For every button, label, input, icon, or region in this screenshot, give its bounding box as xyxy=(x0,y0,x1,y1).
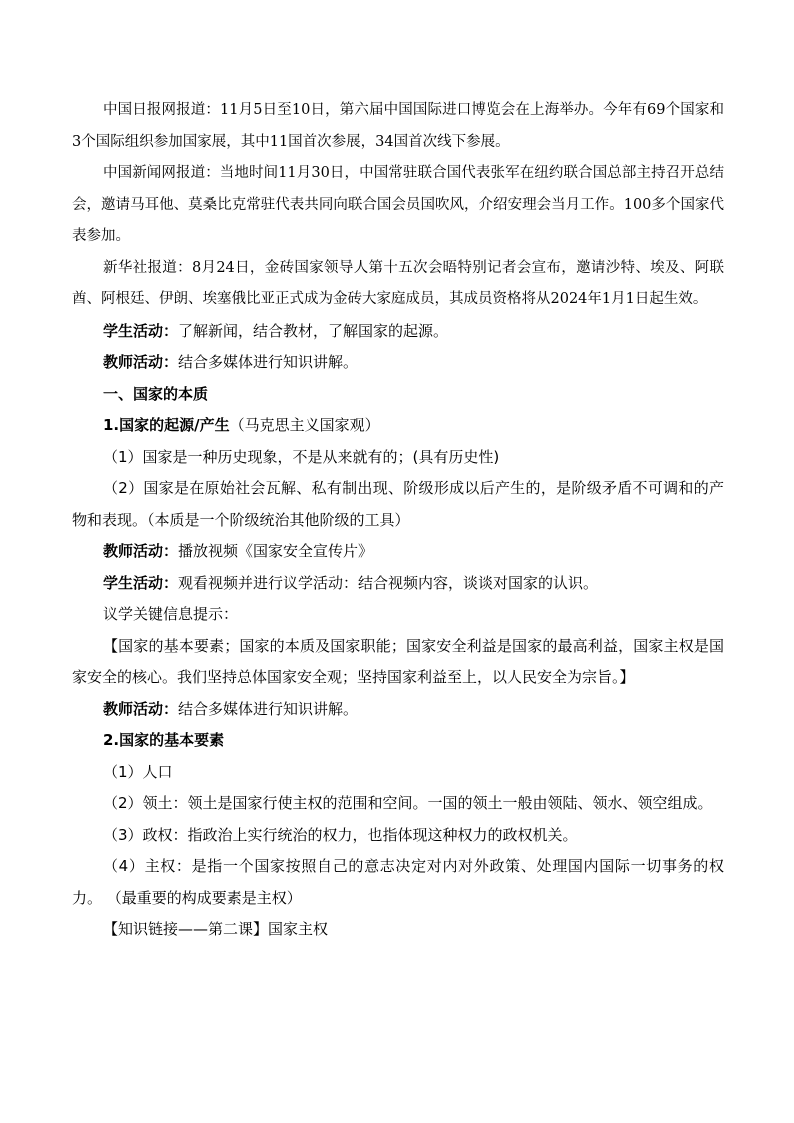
student-activity-label: 学生活动： xyxy=(103,321,179,340)
section-title-nature-of-state: 一、国家的本质 xyxy=(103,384,209,403)
subsection-title-basic-elements: 2.国家的基本要素 xyxy=(103,731,225,749)
teacher-activity-3 xyxy=(72,694,724,726)
hint-text: 【国家的基本要素；国家的本质及国家职能；国家安全利益是国家的最高利益，国家主权是国家安全的核心。我们坚持总体国家安全观；坚持国家利益至上，以人民安全为宗旨。】 xyxy=(72,636,724,686)
subsection-title-origin xyxy=(72,410,724,442)
hint-label: 议学关键信息提示： xyxy=(103,605,239,623)
student-activity-text: 了解新闻，结合教材，了解国家的起源。 xyxy=(178,321,449,340)
element-item-sovereignty: （4）主权：是指一个国家按照自己的意志决定对内对外政策、处理国内国际一切事务的权力。 （最重要的构成要素是主权） xyxy=(72,857,724,907)
origin-item-1: （1）国家是一种历史现象，不是从来就有的；(具有历史性) xyxy=(103,447,500,466)
subsection-title-origin-bold: 1.国家的起源/产生 xyxy=(103,416,230,434)
teacher-activity-2 xyxy=(72,536,724,568)
student-activity-text: 观看视频并进行议学活动：结合视频内容，谈谈对国家的认识。 xyxy=(178,573,599,592)
element-item-regime: （3）政权：指政治上实行统治的权力，也指体现这种权力的政权机关。 xyxy=(103,825,578,844)
element-item-territory: （2）领土：领土是国家行使主权的范围和空间。一国的领土一般由领陆、领水、领空组成。 xyxy=(103,794,713,812)
subsection-title-origin-rest: （马克思主义国家观） xyxy=(229,416,380,434)
teacher-activity-text: 结合多媒体进行知识讲解。 xyxy=(178,353,359,371)
student-activity-1 xyxy=(72,316,724,348)
origin-item-2: （2）国家是在原始社会瓦解、私有制出现、阶级形成以后产生的，是阶级矛盾不可调和的产物和表现。（本质是一个阶级统治其他阶级的工具） xyxy=(72,479,724,529)
news-paragraph-xinhua: 新华社报道：8月24日，金砖国家领导人第十五次会晤特别记者会宣布，邀请沙特、埃及、阿联酋、阿根廷、伊朗、埃塞俄比亚正式成为金砖大家庭成员，其成员资格将从2024年1月1日起生效。 xyxy=(72,259,724,307)
teacher-activity-label: 教师活动： xyxy=(103,542,179,560)
element-item-population: （1）人口 xyxy=(103,762,173,781)
knowledge-link: 【知识链接——第二课】国家主权 xyxy=(103,920,329,938)
teacher-activity-text: 播放视频《国家安全宣传片》 xyxy=(178,542,374,560)
teacher-activity-label: 教师活动： xyxy=(103,353,179,371)
teacher-activity-text: 结合多媒体进行知识讲解。 xyxy=(178,699,359,718)
news-paragraph-china-daily: 中国日报网报道：11月5日至10日，第六届中国国际进口博览会在上海举办。今年有69个国家和3个国际组织参加国家展，其中11国首次参展，34国首次线下参展。 xyxy=(72,102,724,150)
document-page xyxy=(72,95,724,946)
teacher-activity-label: 教师活动： xyxy=(103,699,179,718)
student-activity-2 xyxy=(72,568,724,600)
student-activity-label: 学生活动： xyxy=(103,573,179,592)
news-paragraph-china-news: 中国新闻网报道：当地时间11月30日，中国常驻联合国代表张军在纽约联合国总部主持召开总结会，邀请马耳他、莫桑比克常驻代表共同向联合国会员国吹风，介绍安理会当月工作。100多个国家代表参加。 xyxy=(72,165,724,244)
teacher-activity-1 xyxy=(72,347,724,379)
